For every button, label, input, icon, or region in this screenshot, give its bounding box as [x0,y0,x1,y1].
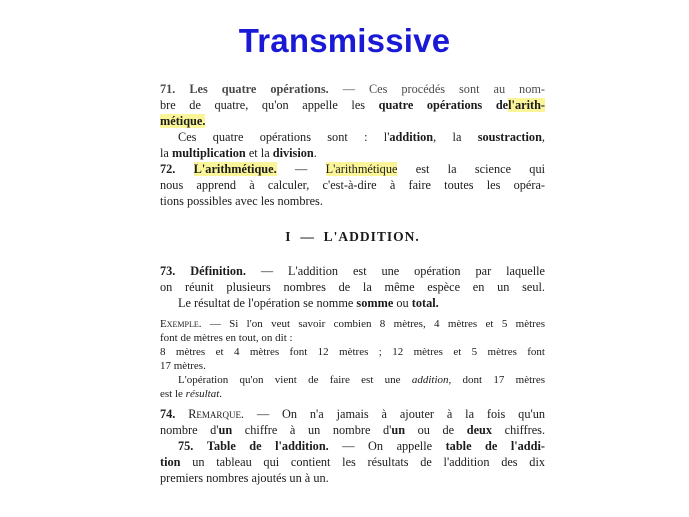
p71-line4-c: , la [433,130,462,144]
p71-highlight-2: métique. [160,114,206,128]
p74-line2-e: ou de [417,423,455,437]
p75-bold2: table de l'addi- [445,439,545,453]
example-line3-text: 8 mètres et 4 mètres font 12 mètres ; 12 mètres et 5 mètres font [160,346,545,358]
section-numeral: I [285,229,292,244]
p73-heading: Définition. [190,264,246,278]
p71-line2-text: bre de quatre, qu'on appelle les [160,98,366,112]
example-line-3 [160,345,545,359]
p71-heading: Les quatre opérations. [189,82,329,96]
p74-deux: deux [466,423,493,437]
p74-label: Remarque. [188,407,245,421]
p73-somme: somme [356,296,394,310]
p75-line3-text: premiers nombres ajoutés un à un. [160,471,329,485]
p71-line-1 [160,82,545,96]
scanned-page [160,78,546,485]
example-line-1 [160,317,545,331]
p73-total: total. [411,296,439,310]
p73-line3-a: Le résultat de l'opération se nomme [178,296,354,310]
p72-heading-highlight: L'arithmétique. [193,162,277,176]
example-line-4 [160,359,206,373]
p72-line-1 [160,162,545,176]
p75-line-2 [160,455,545,469]
p71-division: division [272,146,314,160]
p73-line-2 [160,280,545,294]
p75-mid: On appelle [368,439,433,453]
section-heading [160,229,545,245]
p72-dash: — [294,162,308,176]
p71-line5-a: la [160,146,169,160]
p72-line-3 [160,194,323,208]
p71-number: 71. [160,82,176,96]
p73-line1-text: — L'addition est une opération par laquelle [260,264,545,278]
p71-line4-a: Ces quatre opérations sont : l' [178,130,390,144]
p74-line-2 [160,423,545,437]
p71-soustraction: soustraction [477,130,542,144]
example-line6-c: . [219,388,223,400]
example-label: Exemple. [160,318,202,330]
p75-line-1 [178,439,545,453]
p75-line2-text: un tableau qui contient les résultats de l'addition des dix [192,455,546,469]
p71-line4-e: , [541,130,545,144]
p71-multiplication: multiplication [171,146,246,160]
p75-line-3 [160,471,329,485]
p71-line-4 [178,130,545,144]
p71-addition: addition [389,130,434,144]
p75-tion: tion [160,455,181,469]
example-line4-text: 17 mètres. [160,360,206,372]
example-line-2 [160,331,293,345]
p71-line5-e: . [313,146,317,160]
p72-line2-text: nous apprend à calculer, c'est-à-dire à faire toutes les opéra- [160,178,545,192]
example-line-5 [178,373,545,387]
p73-line2-text: on réunit plusieurs nombres de la même espèce en un seul. [160,280,545,294]
p74-line1-text: — On n'a jamais à ajouter à la fois qu'un [256,407,545,421]
p72-ref-highlight: L'arithmétique [325,162,398,176]
p75-heading: Table de l'addition. [206,439,329,453]
p74-line2-a: nombre d' [160,423,219,437]
example-line6-a: est le [160,388,183,400]
p73-line-1 [160,264,545,278]
section-dash: — [300,229,315,244]
p75-number: 75. [178,439,194,453]
example-line-6 [160,387,222,401]
p72-line3-text: tions possibles avec les nombres. [160,194,323,208]
p71-line1-text: — Ces procédés sont au nom- [342,82,546,96]
p74-un-2: un [391,423,406,437]
example-line2-text: font de mètres en tout, on dit : [160,332,293,344]
p71-line2-bold: quatre opérations de [378,98,509,112]
p73-line3-c: ou [396,296,409,310]
p73-number: 73. [160,264,176,278]
p72-number: 72. [160,162,176,176]
example-addition: addition [411,374,449,386]
example-resultat: résultat [185,388,220,400]
p71-line-3 [160,114,205,128]
p74-line-1 [160,407,545,421]
example-line1-text: — Si l'on veut savoir combien 8 mètres, 4 mètres et 5 mètres [209,318,545,330]
p72-line1-text: est la science qui [415,162,546,176]
p75-dash: — [342,439,355,453]
example-line5-a: L'opération qu'on vient de faire est une [178,374,401,386]
p71-line-2 [160,98,545,112]
p73-line-3 [178,296,439,310]
p71-line-5 [160,146,317,160]
p74-line2-g: chiffres. [504,423,546,437]
example-line5-c: , dont 17 mètres [448,374,545,386]
p74-line2-c: chiffre à un nombre d' [244,423,392,437]
p74-number: 74. [160,407,176,421]
p71-line5-c: et la [248,146,270,160]
slide-title: Transmissive [238,22,451,59]
section-title: L'ADDITION. [323,229,420,244]
p74-un-1: un [218,423,233,437]
p72-line-2 [160,178,545,192]
p71-highlight-1: l'arith- [508,98,546,112]
